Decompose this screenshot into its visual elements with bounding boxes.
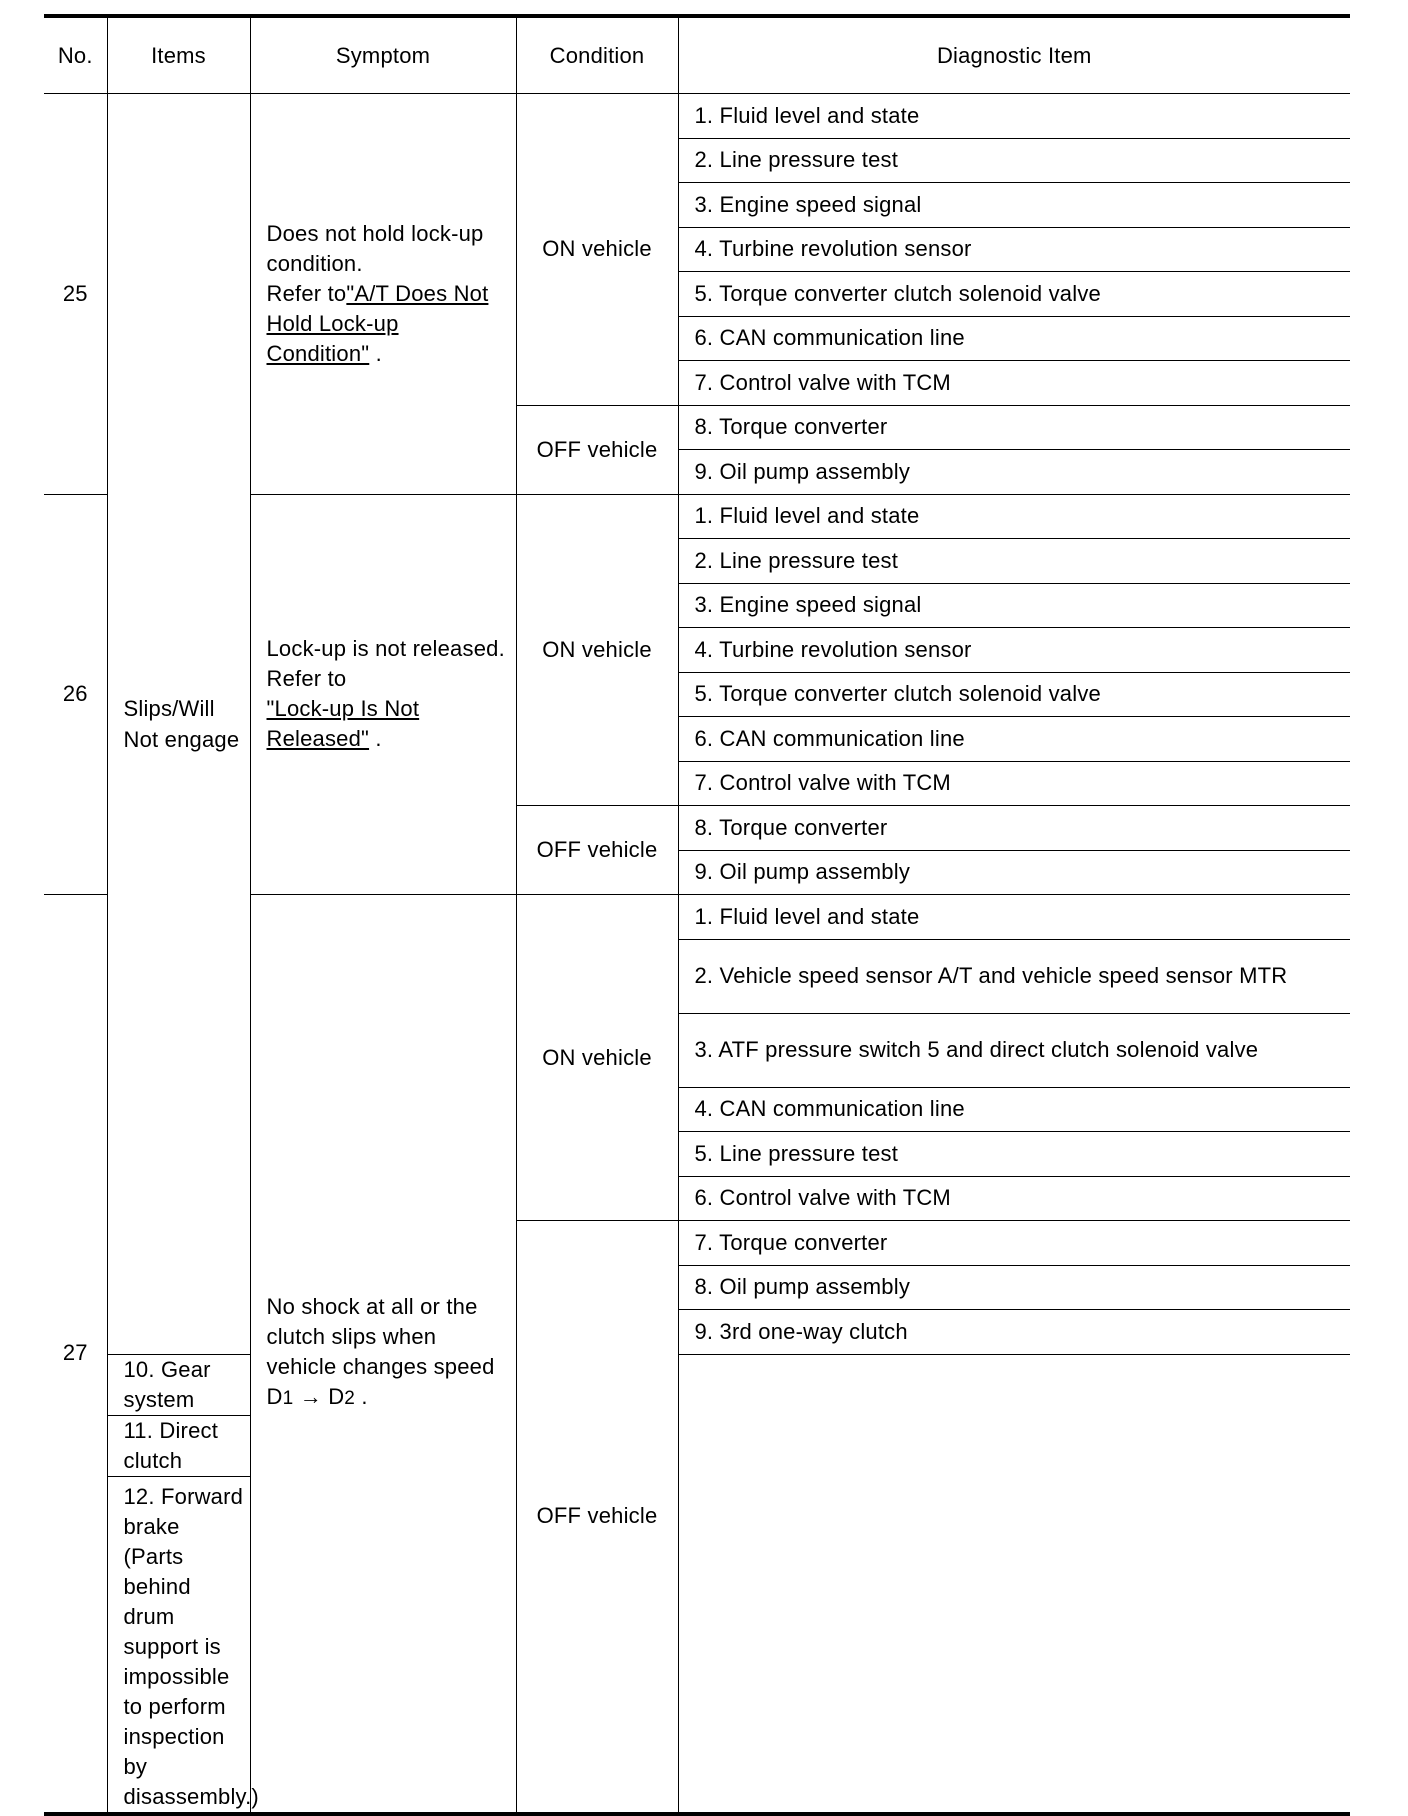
refer-prefix: Refer to [266, 280, 347, 306]
diagnostic-item: 3. ATF pressure switch 5 and direct clutch solenoid valve [678, 1013, 1350, 1087]
table-row [44, 94, 1350, 139]
diagnostic-item: 3. Engine speed signal [678, 183, 1350, 228]
symptom-cell [250, 94, 516, 495]
diagnostic-item: 6. CAN communication line [678, 717, 1350, 762]
diagnostic-item: 2. Line pressure test [678, 539, 1350, 584]
diagnostic-item: 1. Fluid level and state [678, 94, 1350, 139]
symptom-cell [250, 494, 516, 895]
symptom-suffix: . [369, 726, 382, 752]
row-number: 25 [44, 94, 107, 495]
table-row [44, 1415, 1350, 1476]
diagnostic-item: 7. Control valve with TCM [678, 361, 1350, 406]
header-condition: Condition [516, 16, 678, 94]
diagnostic-item: 4. Turbine revolution sensor [678, 628, 1350, 673]
header-symptom: Symptom [250, 16, 516, 94]
diagnostic-item: 7. Control valve with TCM [678, 761, 1350, 806]
symptom-suffix: . [369, 340, 382, 366]
diagnostic-item: 5. Torque converter clutch solenoid valve [678, 272, 1350, 317]
refer-prefix: Refer to [266, 666, 347, 692]
header-no: No. [44, 16, 107, 94]
symptom-text: Lock-up is not released. [266, 636, 505, 662]
diagnostic-item: 6. CAN communication line [678, 316, 1350, 361]
header-diagnostic-item: Diagnostic Item [678, 16, 1350, 94]
condition-off: OFF vehicle [516, 405, 678, 494]
diagnostic-item: 8. Torque converter [678, 405, 1350, 450]
diagnostic-item: 10. Gear system [107, 1354, 250, 1415]
diagnostic-item: 7. Torque converter [678, 1221, 1350, 1266]
table-row [44, 1476, 1350, 1814]
diagnostic-item: 6. Control valve with TCM [678, 1176, 1350, 1221]
diagnostic-item: 1. Fluid level and state [678, 494, 1350, 539]
subscript-2: 2 [344, 1388, 356, 1410]
symptom-text: Does not hold lock-up condition. [266, 220, 484, 276]
arrow-icon: → [299, 1384, 322, 1410]
diagnostic-item: 9. Oil pump assembly [678, 450, 1350, 495]
reference-link[interactable]: "Lock-up Is Not Released" [266, 696, 420, 752]
header-row [44, 16, 1350, 94]
diagnostic-item: 12. Forward brake (Parts behind drum support is impossible to perform inspection by disassembly.) [107, 1476, 250, 1814]
header-items: Items [107, 16, 250, 94]
diagnostic-item: 2. Vehicle speed sensor A/T and vehicle speed sensor MTR [678, 939, 1350, 1013]
condition-on: ON vehicle [516, 94, 678, 406]
diagnostic-item: 2. Line pressure test [678, 138, 1350, 183]
symptom-suffix: . [355, 1384, 368, 1410]
diagnostic-item: 11. Direct clutch [107, 1415, 250, 1476]
condition-on: ON vehicle [516, 895, 678, 1221]
row-number: 27 [44, 895, 107, 1814]
diagnostic-item: 4. CAN communication line [678, 1087, 1350, 1132]
condition-on: ON vehicle [516, 494, 678, 806]
diagnostic-item: 9. 3rd one-way clutch [678, 1310, 1350, 1355]
diagnostic-item: 4. Turbine revolution sensor [678, 227, 1350, 272]
diagnostic-item: 1. Fluid level and state [678, 895, 1350, 940]
items-cell: Slips/Will Not engage [107, 94, 250, 1355]
diagnostic-item: 9. Oil pump assembly [678, 850, 1350, 895]
diagnostic-item: 5. Line pressure test [678, 1132, 1350, 1177]
gear-d2: D [328, 1384, 345, 1410]
diagnostic-item: 8. Torque converter [678, 806, 1350, 851]
diagnostic-table [44, 14, 1350, 1816]
symptom-cell [250, 895, 516, 1814]
diagnostic-item: 3. Engine speed signal [678, 583, 1350, 628]
table-row [44, 1354, 1350, 1415]
condition-off: OFF vehicle [516, 806, 678, 895]
symptom-text: No shock at all or the clutch slips when vehicle changes speed D [266, 1294, 495, 1410]
condition-off: OFF vehicle [516, 1221, 678, 1814]
row-number: 26 [44, 494, 107, 895]
diagnostic-item: 5. Torque converter clutch solenoid valve [678, 672, 1350, 717]
diagnostic-item: 8. Oil pump assembly [678, 1265, 1350, 1310]
subscript-1: 1 [282, 1388, 294, 1410]
reference-link[interactable]: "A/T Does Not Hold Lock-up Condition" [266, 280, 489, 366]
